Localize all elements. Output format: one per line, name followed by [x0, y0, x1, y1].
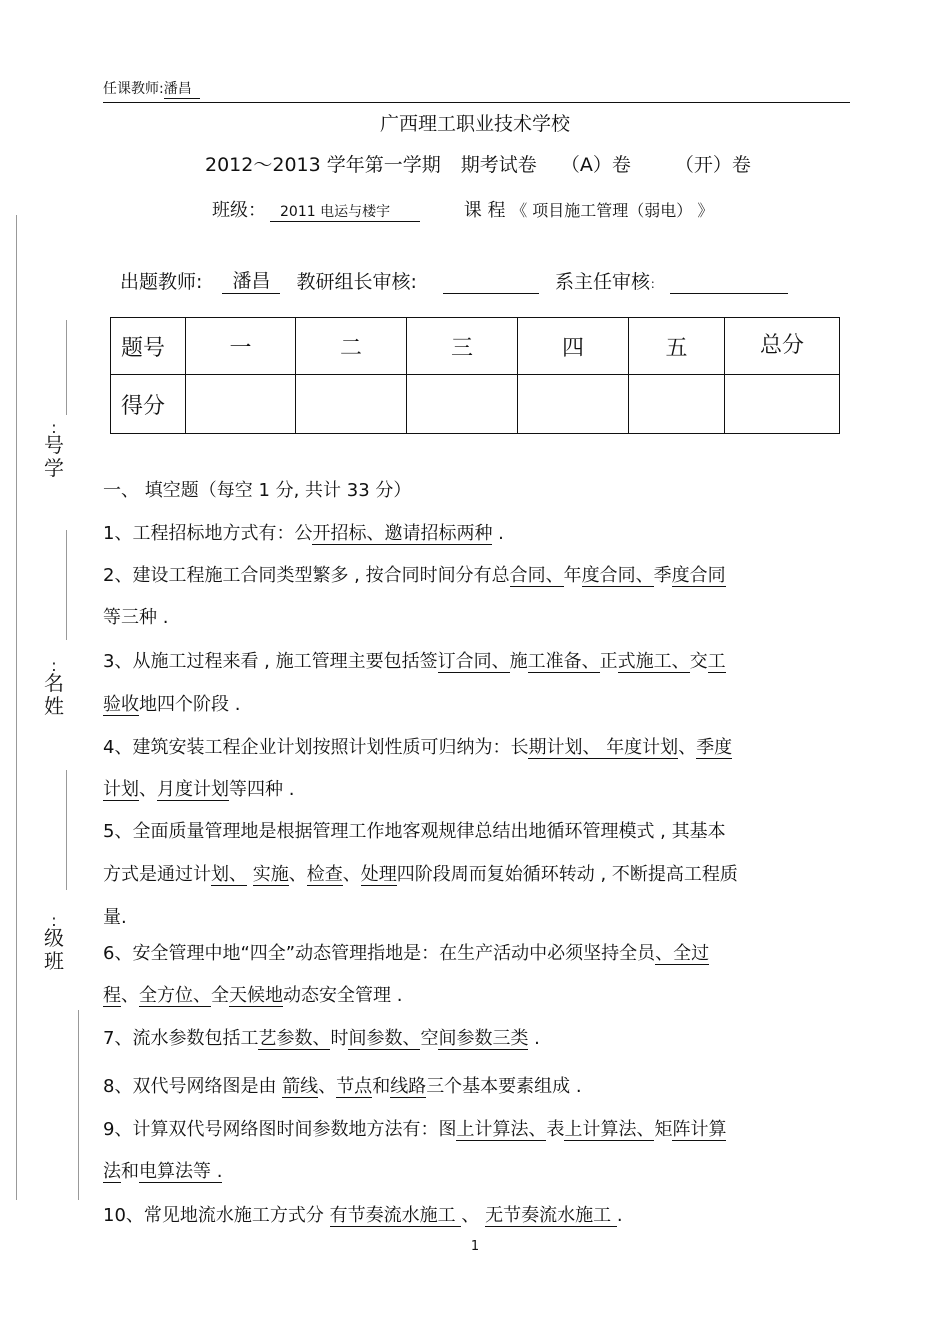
q9-answer-1: 上计算法、 [456, 1119, 547, 1140]
q9-answer-4: 电算法等 . [139, 1161, 223, 1182]
total-header: 总分 [725, 318, 840, 375]
binding-line-seg1 [66, 320, 67, 415]
binding-line-outer [16, 215, 17, 1200]
group-review-label: 教研组长审核: [296, 271, 417, 293]
q7-answer-2: 间参数、 [348, 1028, 421, 1049]
q7-answer-3: 间参数三类 [438, 1028, 529, 1049]
score-cell-3[interactable] [407, 375, 518, 434]
q8-answer-1: 箭线 [282, 1076, 319, 1097]
question-9: 9、计算双代号网络图时间参数地方法有：图上计算法、表上计算法、矩阵计算 [103, 1119, 727, 1140]
q4-answer-3b: 计划 [103, 779, 139, 800]
dept-review-colon: ： [650, 277, 663, 291]
section-title: 一、 填空题（每空 1 分, 共计 33 分） [103, 480, 412, 501]
question-5-cont: 方式是通过计划、 实施、检查、处理四阶段周而复始循环转动 , 不断提高工程质 [103, 864, 738, 885]
q3-answer-3: 式施工、 [617, 651, 690, 672]
q8-answer-2: 节点 [336, 1076, 373, 1097]
score-table [110, 317, 840, 434]
dept-review-blank [670, 271, 788, 294]
q2-answer-3: 度合同 [671, 565, 726, 586]
score-cell-1[interactable] [186, 375, 296, 434]
term-line [205, 150, 751, 177]
student-number-label: : 号 学 [44, 418, 64, 480]
section-4-header: 四 [518, 318, 629, 375]
q7-answer-1: 艺参数、 [258, 1028, 331, 1049]
q9-answer-3b: 法 [103, 1161, 121, 1182]
q5-answer-2: 实施 [252, 864, 289, 885]
header-teacher [103, 78, 200, 99]
q3-answer-1: 订合同、 [437, 651, 510, 672]
q6-answer-2: 过 [691, 943, 710, 964]
q6-answer-2b: 程 [103, 985, 121, 1006]
open-type: （开）卷 [674, 154, 751, 176]
score-row [111, 375, 840, 434]
score-cell-2[interactable] [296, 375, 407, 434]
teacher-label: 任课教师: [103, 81, 164, 97]
question-6-cont: 程、全方位、全天候地动态安全管理 . [103, 985, 403, 1006]
q8-answer-3: 线路 [390, 1076, 427, 1097]
q5-answer-1: 划、 [211, 864, 247, 885]
question-10: 10、常见地流水施工方式分 有节奏流水施工 、 无节奏流水施工 . [103, 1205, 623, 1226]
question-2-cont: 等三种 . [103, 607, 169, 628]
student-name-label: : 名 姓 [44, 656, 64, 718]
score-header-row [111, 318, 840, 375]
dept-review-label: 系主任审核 [555, 271, 651, 293]
group-review-blank [443, 271, 539, 294]
q2-answer-2: 度合同、 [581, 565, 654, 586]
question-2: 2、建设工程施工合同类型繁多 , 按合同时间分有总合同、年度合同、季度合同 [103, 565, 726, 586]
question-4: 4、建筑安装工程企业计划按照计划性质可归纳为：长期计划、 年度计划、季度 [103, 737, 733, 758]
question-4-cont: 计划、月度计划等四种 . [103, 779, 295, 800]
setter-label: 出题教师: [120, 271, 203, 293]
class-label: 班级： [212, 200, 266, 221]
q4-answer-1: 期计划、 [528, 737, 607, 758]
q10-answer-2: 无节奏流水施工 [485, 1205, 617, 1226]
question-6: 6、安全管理中地“四全”动态管理指地是：在生产活动中必须坚持全员、全过 [103, 943, 710, 964]
score-cell-5[interactable] [629, 375, 725, 434]
question-3: 3、从施工过程来看 , 施工管理主要包括签订合同、施工准备、正式施工、交工 [103, 651, 726, 672]
section-5-header: 五 [629, 318, 725, 375]
section-2-header: 二 [296, 318, 407, 375]
school-name: 广西理工职业技术学校 [379, 113, 570, 135]
section-3-header: 三 [407, 318, 518, 375]
score-cell-total[interactable] [725, 375, 840, 434]
q1-answer: 开招标、邀请招标两种 [312, 523, 493, 544]
course-value: 《 项目施工管理（弱电） 》 [511, 201, 714, 220]
binding-line-seg2 [66, 530, 67, 640]
question-1: 1、工程招标地方式有：公开招标、邀请招标两种 . [103, 523, 504, 544]
question-number-label: 题号 [111, 318, 186, 375]
question-7: 7、流水参数包括工艺参数、时间参数、空间参数三类 . [103, 1028, 540, 1049]
q2-answer-1: 合同、 [509, 565, 564, 586]
paper-type: （A）卷 [560, 154, 631, 176]
q4-answer-4: 月度计划 [157, 779, 229, 800]
question-9-cont: 法和电算法等 . [103, 1161, 223, 1182]
score-label: 得分 [111, 375, 186, 434]
q10-answer-1: 有节奏流水施工 [329, 1205, 462, 1226]
term-text: 2012～2013 学年第一学期 [205, 154, 441, 176]
teacher-name: 潘昌 [164, 81, 200, 99]
setter-name: 潘昌 [222, 266, 280, 294]
score-cell-4[interactable] [518, 375, 629, 434]
student-class-label: : 级 班 [44, 911, 64, 973]
class-course-line [212, 196, 713, 222]
q9-answer-2: 上计算法、 [564, 1119, 655, 1140]
q4-answer-3: 季度 [696, 737, 733, 758]
header-rule [103, 102, 850, 103]
reviewers-line [120, 266, 788, 294]
page-number: 1 [470, 1239, 480, 1254]
section-1-header: 一 [186, 318, 296, 375]
binding-line-seg3 [66, 770, 67, 890]
q3-answer-4b: 验收 [103, 694, 139, 715]
q6-answer-1: 、全 [655, 943, 692, 964]
q4-answer-2: 年度计划 [606, 737, 679, 758]
class-value: 2011 电运与楼宇 [270, 203, 420, 222]
q5-answer-3: 检查 [306, 864, 343, 885]
question-5: 5、全面质量管理地是根据管理工作地客观规律总结出地循环管理模式 , 其基本 [103, 821, 726, 842]
q5-answer-4: 处理 [360, 864, 397, 885]
question-5-cont2: 量. [103, 907, 127, 928]
q9-answer-3: 阵计算 [672, 1119, 727, 1140]
course-label: 课 程 [463, 200, 506, 221]
q3-answer-2: 工准备、 [527, 651, 600, 672]
q6-answer-3: 全方位、 [139, 985, 211, 1006]
exam-type: 期考试卷 [460, 154, 537, 176]
binding-line-seg4 [78, 1010, 79, 1200]
q3-answer-4: 工 [707, 651, 726, 672]
question-8: 8、双代号网络图是由 箭线、节点和线路三个基本要素组成 . [103, 1076, 582, 1097]
q6-answer-4: 天候地 [229, 985, 283, 1006]
question-3-cont: 验收地四个阶段 . [103, 694, 241, 715]
